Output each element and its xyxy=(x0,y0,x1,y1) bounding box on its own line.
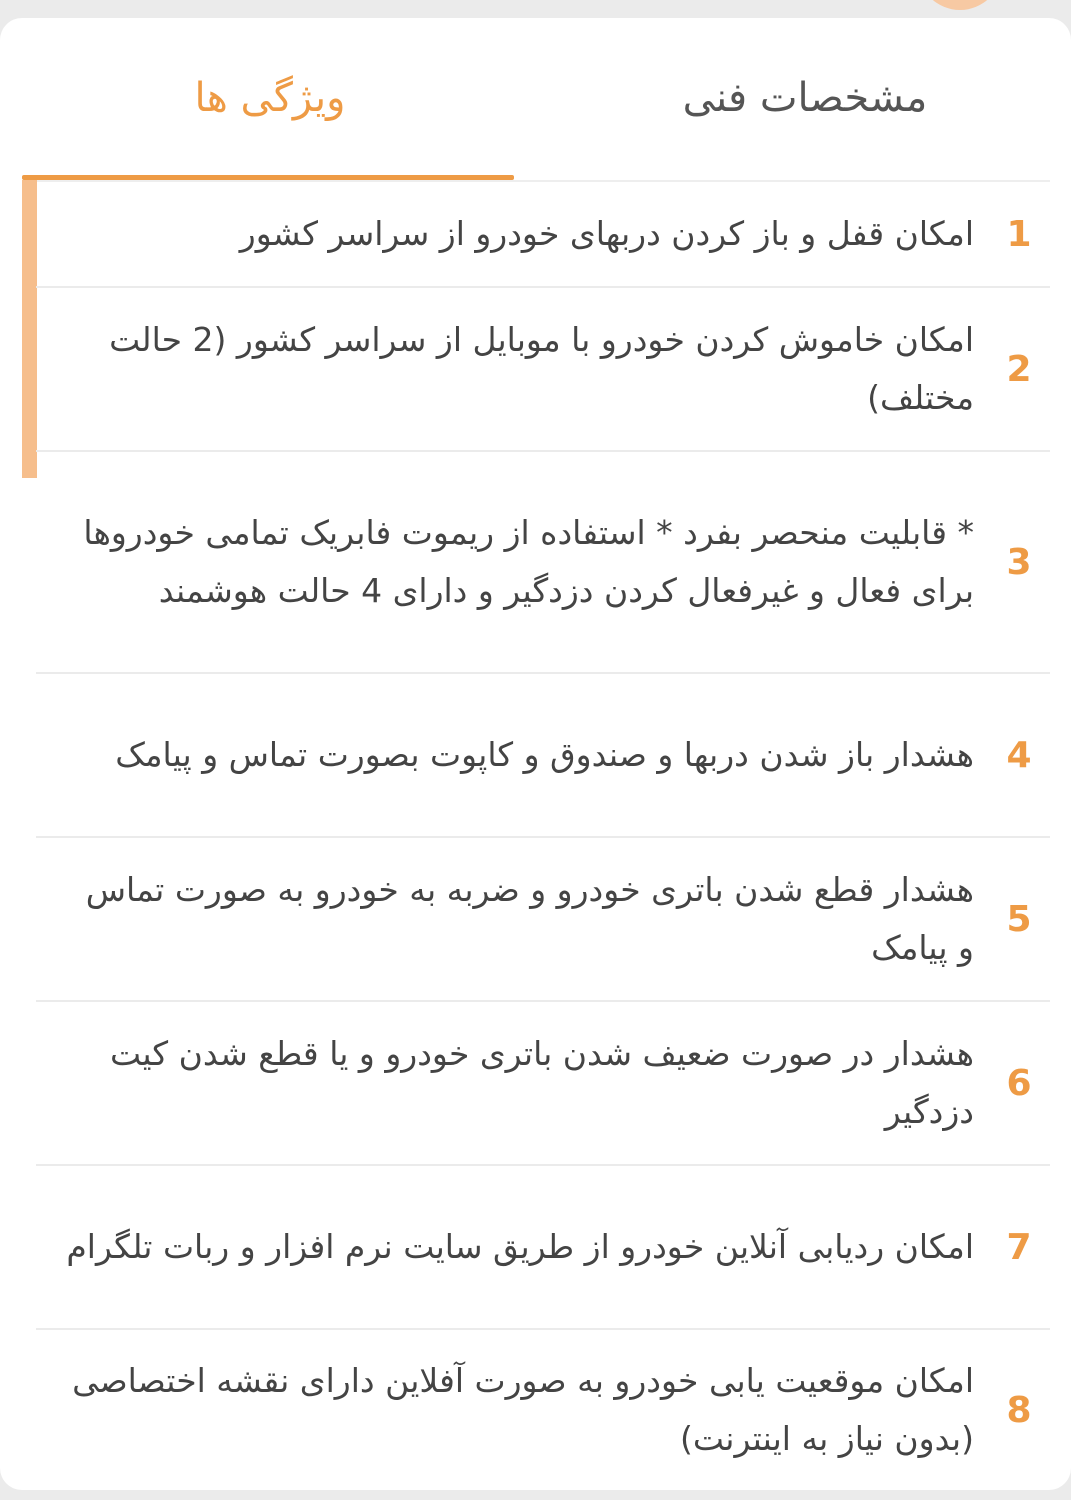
feature-number: 8 xyxy=(1006,1389,1032,1431)
scroll-indicator[interactable] xyxy=(22,180,37,478)
feature-text: امکان قفل و باز کردن دربهای خودرو از سراسر کشور xyxy=(239,214,974,253)
feature-text: امکان خاموش کردن خودرو با موبایل از سراسر کشور (2 حالت مختلف) xyxy=(109,320,974,417)
tab-technical-specs[interactable]: مشخصات فنی xyxy=(682,75,928,121)
feature-number: 7 xyxy=(1006,1226,1032,1268)
feature-number: 2 xyxy=(1006,348,1032,390)
feature-number: 3 xyxy=(1006,541,1032,583)
feature-text: امکان ردیابی آنلاین خودرو از طریق سایت نرم افزار و ربات تلگرام xyxy=(66,1227,974,1266)
feature-number: 4 xyxy=(1006,734,1032,776)
list-item xyxy=(36,452,1050,674)
tab-features[interactable]: ویژگی ها xyxy=(194,75,346,121)
features-card xyxy=(0,18,1071,1490)
feature-number: 6 xyxy=(1006,1062,1032,1104)
feature-text: امکان موقعیت یابی خودرو به صورت آفلاین دارای نقشه اختصاصی (بدون نیاز به اینترنت) xyxy=(72,1361,974,1458)
feature-text: * قابلیت منحصر بفرد * استفاده از ریموت فابریک تمامی خودروها برای فعال و غیرفعال کردن دزدگیر و دارای 4 حالت هوشمند xyxy=(83,513,974,610)
list-item xyxy=(36,838,1050,1002)
feature-number: 1 xyxy=(1006,213,1032,255)
list-item xyxy=(36,1002,1050,1166)
feature-number: 5 xyxy=(1006,898,1032,940)
list-item xyxy=(36,674,1050,838)
list-item xyxy=(36,1330,1050,1490)
list-item xyxy=(36,288,1050,452)
feature-text: هشدار در صورت ضعیف شدن باتری خودرو و یا قطع شدن کیت دزدگیر xyxy=(110,1034,974,1131)
list-item xyxy=(36,182,1050,288)
list-item xyxy=(36,1166,1050,1330)
top-avatar-edge xyxy=(918,0,1002,10)
feature-text: هشدار باز شدن دربها و صندوق و کاپوت بصورت تماس و پیامک xyxy=(115,735,974,774)
tab-bar xyxy=(0,18,1071,178)
feature-list xyxy=(36,182,1050,1490)
feature-text: هشدار قطع شدن باتری خودرو و ضربه به خودرو به صورت تماس و پیامک xyxy=(85,870,974,967)
